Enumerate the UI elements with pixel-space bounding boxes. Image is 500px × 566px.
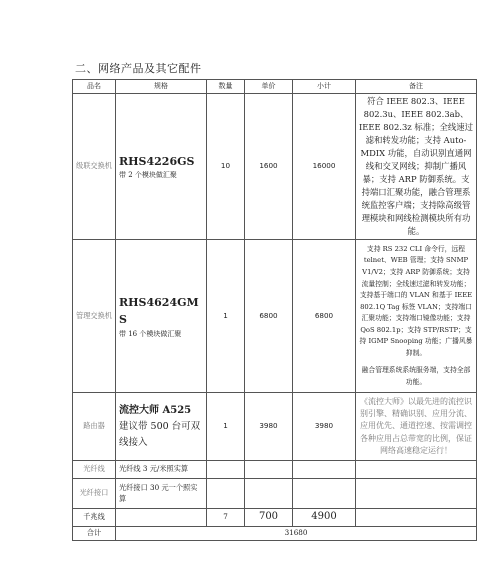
product-price: 6800 [245, 240, 293, 393]
product-model: RHS4226GS [119, 154, 195, 168]
product-subtotal: 6800 [293, 240, 356, 393]
empty-cell [356, 461, 477, 479]
product-subtotal: 4900 [293, 509, 356, 527]
product-spec-sub: 带 16 个模块做汇聚 [119, 329, 182, 338]
table-row [73, 509, 477, 527]
empty-cell [207, 461, 245, 479]
empty-cell [245, 461, 293, 479]
table-row [73, 461, 477, 479]
product-subtotal: 16000 [293, 94, 356, 240]
product-price: 3980 [245, 393, 293, 461]
product-name: 光纤线 [73, 461, 116, 479]
product-name: 管理交换机 [73, 240, 116, 393]
product-note [356, 240, 477, 393]
section-title: 二、网络产品及其它配件 [75, 62, 202, 75]
product-note: 《流控大师》以最先进的流控识别引擎、精确识别、应用分流、应用优先、通道控速、按需调控各种应用占总带宽的比例，保证网络高速稳定运行！ [356, 393, 477, 461]
header-note: 备注 [356, 80, 477, 94]
header-subtotal: 小计 [293, 80, 356, 94]
header-price: 单价 [245, 80, 293, 94]
product-note-extra: 融合管理系统系统服务端，支持全部功能。 [361, 366, 471, 386]
product-spec-sub: 建议带 500 台可双线接入 [119, 421, 201, 448]
table-row [73, 393, 477, 461]
product-spec [116, 393, 207, 461]
empty-cell [293, 479, 356, 509]
product-name: 级联交换机 [73, 94, 116, 240]
product-subtotal: 3980 [293, 393, 356, 461]
product-spec-sub: 带 2 个模块做汇聚 [119, 171, 177, 180]
table-row [73, 240, 477, 393]
table-row [73, 94, 477, 240]
empty-cell [245, 479, 293, 509]
empty-cell [356, 479, 477, 509]
product-spec: 光纤线 3 元/米照实算 [116, 461, 207, 479]
product-spec: 光纤接口 30 元一个照实算 [116, 479, 207, 509]
product-model: RHS4624GMS [119, 295, 199, 327]
product-spec [116, 94, 207, 240]
product-qty: 10 [207, 94, 245, 240]
product-spec [116, 240, 207, 393]
product-name: 光纤接口 [73, 479, 116, 509]
product-note: 符合 IEEE 802.3、IEEE 802.3u、IEEE 802.3ab、IEEE 802.3z 标准；全线速过滤和转发功能；支持 Auto-MDIX 功能，自动识别直通网线和交叉网线；抑制广播风暴；支持 ARP 防御系统。支持端口汇聚功能，融合管理系统监控客户端；支持除高级管理模块和网线检测模块所有功能。 [356, 94, 477, 240]
product-price: 700 [245, 509, 293, 527]
total-value: 31680 [116, 526, 477, 540]
product-model: 流控大师 A525 [119, 405, 192, 417]
empty-cell [293, 461, 356, 479]
empty-cell [116, 509, 207, 527]
total-row [73, 526, 477, 540]
product-name: 路由器 [73, 393, 116, 461]
empty-cell [207, 479, 245, 509]
product-note-main: 支持 RS 232 CLI 命令行，远程 telnet、WEB 管理；支持 SNMP V1/V2；支持 ARP 防御系统；支持流量控制；全线速过滤和转发功能；支持基于端口的 VLAN 和基于 IEEE 802.1Q Tag 标签 VLAN；支持端口汇聚功能；支持端口镜像功能；支持 QoS 802.1p；支持 STP/RSTP；支持 IGMP Snooping 功能；广播风暴抑制。 [359, 244, 473, 357]
product-qty: 7 [207, 509, 245, 527]
header-name: 品名 [73, 80, 116, 94]
product-price: 1600 [245, 94, 293, 240]
header-spec: 规格 [116, 80, 207, 94]
table-header-row [73, 80, 477, 94]
product-table [72, 79, 477, 541]
product-name: 千兆线 [73, 509, 116, 527]
product-qty: 1 [207, 393, 245, 461]
header-qty: 数量 [207, 80, 245, 94]
product-qty: 1 [207, 240, 245, 393]
table-row [73, 479, 477, 509]
empty-cell [356, 509, 477, 527]
total-label: 合计 [73, 526, 116, 540]
